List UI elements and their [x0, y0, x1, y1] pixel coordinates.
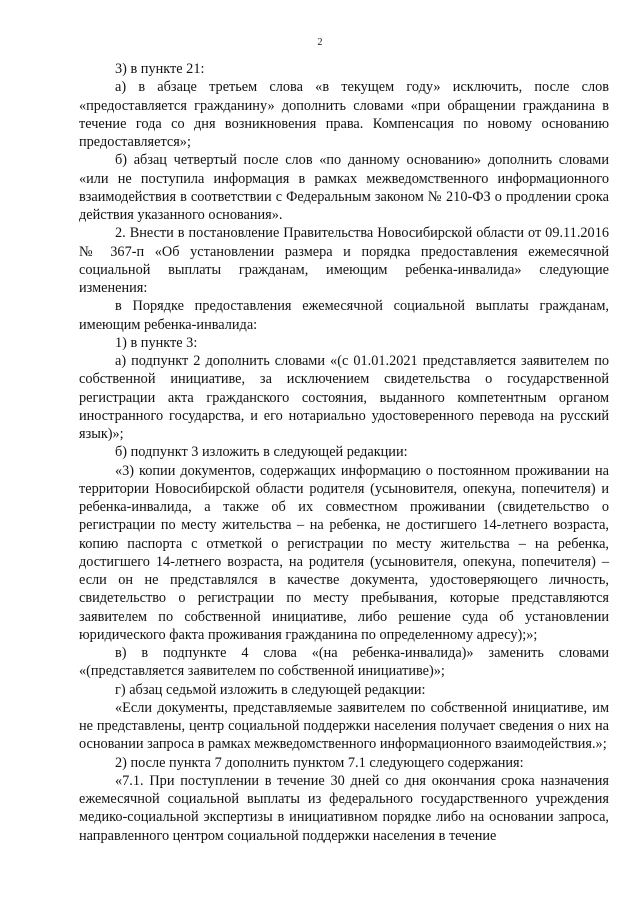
paragraph-item-1-v: в) в подпункте 4 слова «(на ребенка-инвалида)» заменить словами «(представляется заявителем по собственной инициативе)»; [79, 645, 609, 680]
paragraph-section-2: 2. Внести в постановление Правительства Новосибирской области от 09.11.2016 № 367-п «Об установлении размера и порядка предоставления ежемесячной социальной выплаты гражданам, имеющим ребенка-инвалида» следующие изменения: [79, 225, 609, 296]
paragraph-quote-documents: «Если документы, представляемые заявителем по собственной инициативе, им не представлены, центр социальной поддержки населения получает сведения о них на основании запроса в рамках межведомственного информационного взаимодействия.»; [79, 699, 609, 753]
paragraph-item-1-g: г) абзац седьмой изложить в следующей редакции: [115, 681, 426, 698]
paragraph-point-3-b: б) абзац четвертый после слов «по данному основанию» дополнить словами «или не поступила информация в рамках межведомственного информационного взаимодействия в соответствии с Федеральным законом № 210-ФЗ о продлении срока действия указанного основания». [79, 152, 609, 223]
paragraph-item-1: 1) в пункте 3: [115, 334, 198, 351]
paragraph-item-1-b: б) подпункт 3 изложить в следующей редакции: [115, 444, 408, 461]
page-number: 2 [317, 37, 323, 48]
paragraph-item-2: 2) после пункта 7 дополнить пунктом 7.1 следующего содержания: [115, 754, 524, 771]
paragraph-quote-3: «3) копии документов, содержащих информацию о постоянном проживании на территории Новосибирской области родителя (усыновителя, опекуна, попечителя) и ребенка-инвалида, а также об их совместном проживании (свидетельство о регистрации по месту жительства – на ребенка, не достигшего 14-летнего возраста, копию паспорта с отметкой о регистрации по месту жительства – на ребенка, достигшего 14-летнего возраста, на родителя (усыновителя, опекуна, попечителя) – если он не представлялся в качестве документа, удостоверяющего личность, свидетельство о регистрации по месту пребывания, которые представляются заявителем по собственной инициативе, либо решение суда об установлении юридического факта проживания гражданина по определенному адресу);»; [79, 462, 609, 643]
paragraph-quote-7-1: «7.1. При поступлении в течение 30 дней со дня окончания срока назначения ежемесячной социальной выплаты из федерального государственного учреждения медико-социальной экспертизы в инициативном порядке либо на основании запроса, направленного центром социальной поддержки населения в течение [79, 772, 609, 844]
paragraph-item-1-a: а) подпункт 2 дополнить словами «(с 01.01.2021 представляется заявителем по собственной инициативе, за исключением свидетельства о государственной регистрации акта гражданского состояния, выданного компетентным органом иностранного государства, и его нотариально удостоверенного перевода на русский язык)»; [79, 353, 609, 442]
paragraph-procedure: в Порядке предоставления ежемесячной социальной выплаты гражданам, имеющим ребенка-инвалида: [79, 298, 609, 333]
paragraph-point-3: 3) в пункте 21: [115, 61, 205, 77]
document-body [79, 60, 609, 845]
paragraph-point-3-a: а) в абзаце третьем слова «в текущем году» исключить, после слов «предоставляется гражданину» дополнить словами «при обращении гражданина в течение года со дня возникновения права. Компенсация по новому основанию предоставляется»; [79, 79, 609, 150]
